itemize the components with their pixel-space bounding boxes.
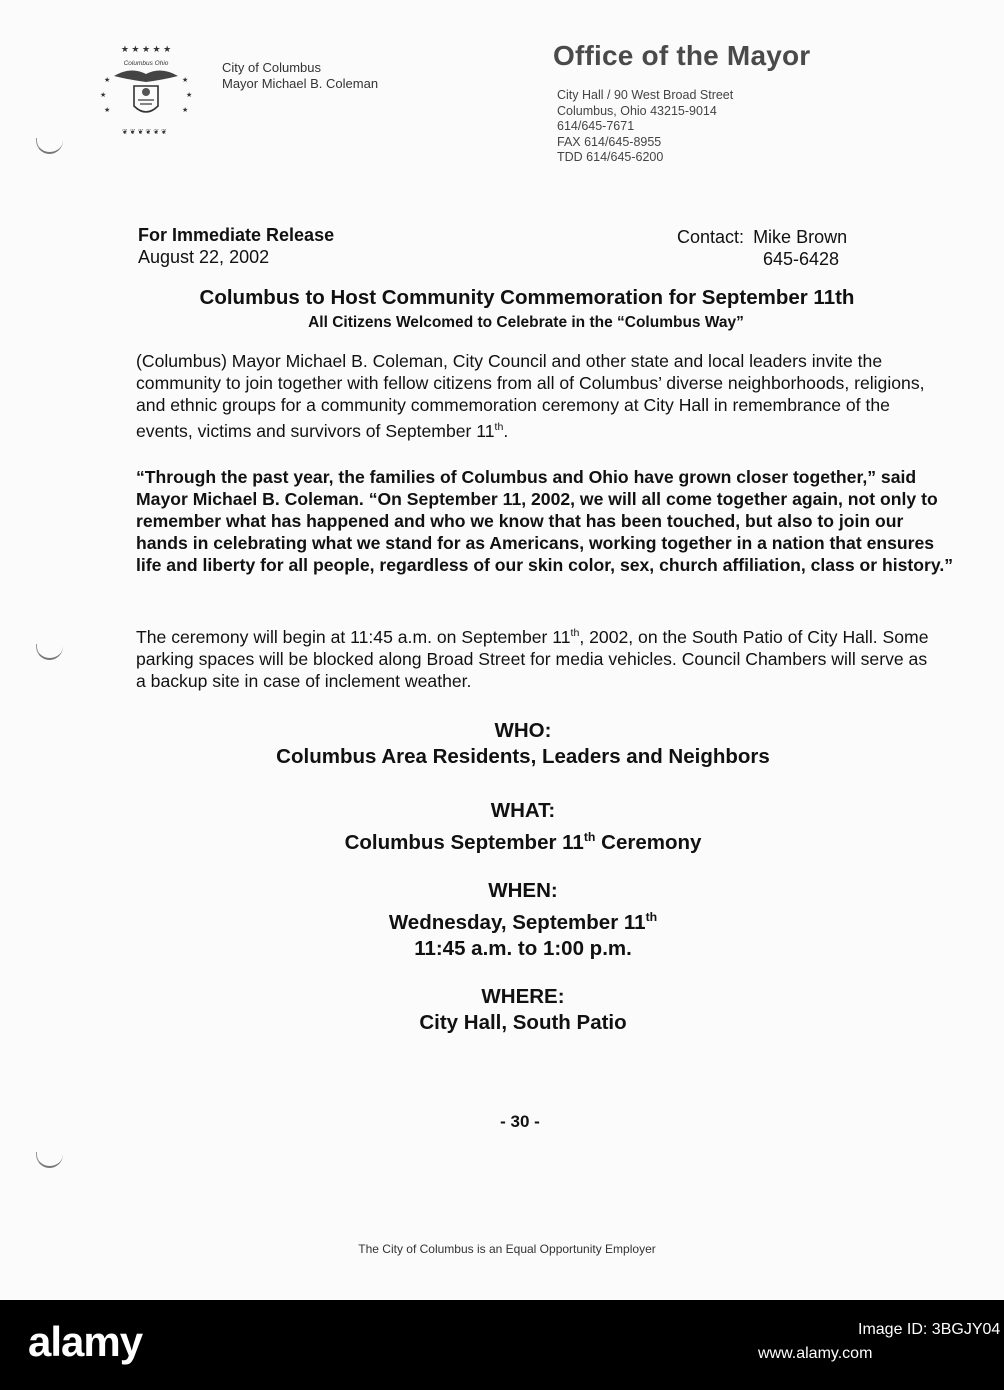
what-section xyxy=(0,798,1004,856)
svg-text:★: ★ xyxy=(186,92,193,99)
p1-sup: th xyxy=(494,421,504,433)
address-line: Columbus, Ohio 43215-9014 xyxy=(557,103,717,118)
city-seal-icon xyxy=(96,42,196,142)
where-section xyxy=(0,984,1004,1036)
where-label: WHERE: xyxy=(481,985,565,1008)
address-line: TDD 614/645-6200 xyxy=(557,150,664,165)
when-time: 11:45 a.m. to 1:00 p.m. xyxy=(414,936,632,960)
p3-sup: th xyxy=(570,627,580,639)
p1-end: . xyxy=(503,420,509,441)
svg-text:★: ★ xyxy=(100,92,107,99)
when-section xyxy=(0,878,1004,962)
body-paragraph-3 xyxy=(136,622,936,692)
release-date: August 22, 2002 xyxy=(138,247,270,267)
footer-text: The City of Columbus is an Equal Opportunity Employer xyxy=(358,1242,656,1256)
watermark-url: www.alamy.com xyxy=(758,1345,873,1362)
svg-text:★: ★ xyxy=(104,107,111,114)
body-paragraph-1 xyxy=(136,350,936,442)
address-block xyxy=(557,88,733,166)
punch-hole-icon xyxy=(36,138,63,154)
watermark-brand: alamy xyxy=(28,1318,143,1365)
who-section xyxy=(0,718,1004,770)
svg-text:★ ★ ★ ★ ★: ★ ★ ★ ★ ★ xyxy=(120,44,172,54)
when-label: WHEN: xyxy=(488,879,558,902)
release-block xyxy=(138,224,334,268)
contact-phone: 645-6428 xyxy=(763,249,840,269)
address-line: City Hall / 90 West Broad Street xyxy=(557,88,734,102)
headline-subtitle: All Citizens Welcomed to Celebrate in the “Columbus Way” xyxy=(308,314,744,331)
office-title: Office of the Mayor xyxy=(553,40,811,71)
punch-hole-icon xyxy=(36,1152,63,1168)
p3-start: The ceremony will begin at 11:45 a.m. on September 11 xyxy=(136,626,571,647)
release-label: For Immediate Release xyxy=(138,225,335,245)
what-value: Columbus September 11th Ceremony xyxy=(344,830,702,854)
svg-text:★: ★ xyxy=(104,77,111,84)
contact-label: Contact: xyxy=(677,227,745,247)
contact-block xyxy=(677,226,847,270)
quote-paragraph: “Through the past year, the families of Columbus and Ohio have grown closer together,” said Mayor Michael B. Coleman. “On September 11, 2002, we will all come together again, not only to remember what has happened and who we know that has been touched, but also to join our hands in celebrating what we stand for as Americans, working together in a nation that ensures life and liberty for all people, regardless of our skin color, sex, church affiliation, class or history.” xyxy=(136,467,954,575)
address-line: FAX 614/645-8955 xyxy=(557,134,662,149)
svg-text:❦ ❦ ❦ ❦ ❦ ❦: ❦ ❦ ❦ ❦ ❦ ❦ xyxy=(122,129,167,136)
when-date: Wednesday, September 11th xyxy=(388,910,658,934)
p1-text: (Columbus) Mayor Michael B. Coleman, City Council and other state and local leaders invite the community to join together with fellow citizens from all of Columbus’ diverse neighborhoods, religions, and ethnic groups for a community commemoration ceremony at City Hall in remembrance of the events, victims and survivors of September 11 xyxy=(136,351,925,441)
svg-text:★: ★ xyxy=(182,107,189,114)
headline-title: Columbus to Host Community Commemoration for September 11th xyxy=(199,286,855,309)
city-name: City of Columbus xyxy=(222,60,321,75)
what-label: WHAT: xyxy=(490,799,556,822)
who-value: Columbus Area Residents, Leaders and Neighbors xyxy=(276,745,770,768)
seal-text: Columbus Ohio xyxy=(123,60,169,67)
address-line: 614/645-7671 xyxy=(557,119,635,134)
where-value: City Hall, South Patio xyxy=(419,1011,627,1034)
mayor-line: Mayor Michael B. Coleman xyxy=(222,76,379,91)
svg-text:★: ★ xyxy=(182,77,189,84)
contact-name: Mike Brown xyxy=(753,227,848,247)
p3-rest: , 2002, on the South Patio of City Hall. Some parking spaces will be blocked along Broad Street for media vehicles. Council Chambers will serve as a backup site in case of inclement weather. xyxy=(136,626,929,691)
city-name-block xyxy=(222,60,378,92)
who-label: WHO: xyxy=(494,719,552,742)
page-number: - 30 - xyxy=(500,1112,540,1131)
punch-hole-icon xyxy=(36,644,63,660)
watermark-image-id: Image ID: 3BGJY04 xyxy=(858,1321,1001,1338)
